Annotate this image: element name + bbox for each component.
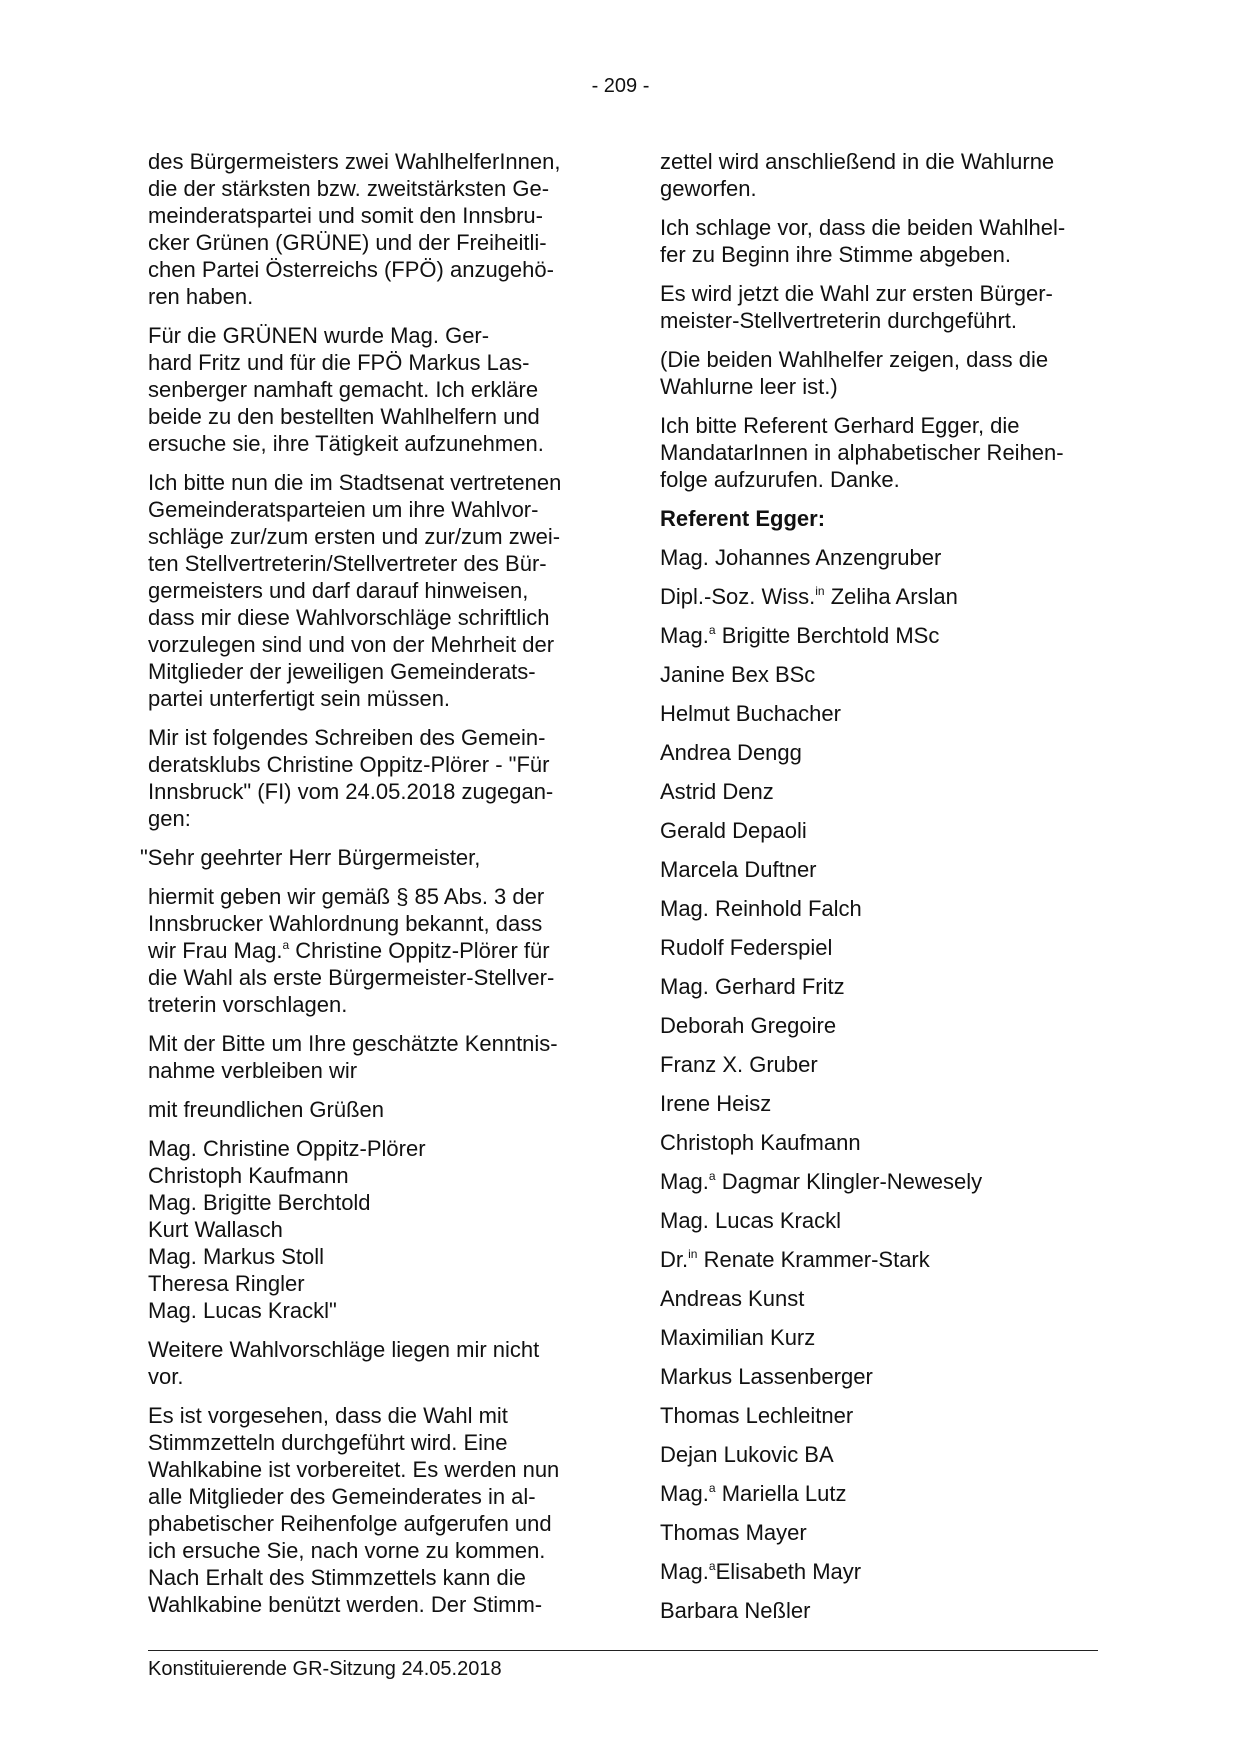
text-line: folge aufzurufen. Danke. [660, 467, 900, 492]
member-name: Maximilian Kurz [660, 1325, 816, 1350]
signatory: Mag. Christine Oppitz-Plörer [148, 1136, 426, 1161]
superscript: in [815, 584, 825, 598]
paragraph [148, 1336, 598, 1390]
text-span: Christine Oppitz-Plörer für [289, 938, 550, 963]
speaker-heading: Referent Egger: [660, 506, 826, 531]
letter-closing: mit freundlichen Grüßen [148, 1097, 384, 1122]
footer-divider [148, 1650, 1098, 1651]
text-line: fer zu Beginn ihre Stimme abgeben. [660, 242, 1011, 267]
text-span: Brigitte Berchtold MSc [715, 623, 940, 648]
member-name [660, 1558, 1105, 1585]
member-name [660, 583, 1105, 610]
text-span: Mag. [660, 1559, 709, 1584]
paragraph [660, 148, 1105, 202]
text-line: Mit der Bitte um Ihre geschätzte Kenntnis- [148, 1031, 558, 1056]
letter-salutation: "Sehr geehrter Herr Bürgermeister, [140, 845, 481, 870]
text-line: MandatarInnen in alphabetischer Reihen- [660, 440, 1064, 465]
member-name: Astrid Denz [660, 779, 774, 804]
text-line: Ich bitte nun die im Stadtsenat vertretenen [148, 470, 562, 495]
signatory: Kurt Wallasch [148, 1217, 283, 1242]
text-span: Mag. [660, 1169, 709, 1194]
member-name: Thomas Mayer [660, 1520, 807, 1545]
paragraph [148, 469, 598, 712]
text-line: gen: [148, 806, 191, 831]
superscript: a [708, 1169, 716, 1183]
text-line: des Bürgermeisters zwei WahlhelferInnen, [148, 149, 561, 174]
text-span: Elisabeth Mayr [715, 1559, 862, 1584]
superscript: a [282, 938, 290, 952]
text-line: meinderatspartei und somit den Innsbru- [148, 203, 543, 228]
text-line: treterin vorschlagen. [148, 992, 348, 1017]
text-line: Wahlkabine benützt werden. Der Stimm- [148, 1592, 543, 1617]
text-span: Mariella Lutz [715, 1481, 847, 1506]
text-line: nahme verbleiben wir [148, 1058, 358, 1083]
text-span: Mag. [660, 1481, 709, 1506]
text-line: (Die beiden Wahlhelfer zeigen, dass die [660, 347, 1049, 372]
member-name: Thomas Lechleitner [660, 1403, 854, 1428]
paragraph [148, 148, 598, 310]
text-line: Innsbrucker Wahlordnung bekannt, dass [148, 911, 543, 936]
signatory-list [148, 1135, 598, 1324]
member-name: Janine Bex BSc [660, 662, 816, 687]
text-line: hiermit geben wir gemäß § 85 Abs. 3 der [148, 884, 545, 909]
member-name: Deborah Gregoire [660, 1013, 837, 1038]
member-name: Markus Lassenberger [660, 1364, 873, 1389]
member-name [660, 622, 1105, 649]
text-line: ich ersuche Sie, nach vorne zu kommen. [148, 1538, 546, 1563]
text-line: Ich bitte Referent Gerhard Egger, die [660, 413, 1020, 438]
member-name: Andrea Dengg [660, 740, 802, 765]
text-span: Dipl.-Soz. Wiss. [660, 584, 816, 609]
paragraph [148, 883, 598, 1018]
signatory: Christoph Kaufmann [148, 1163, 349, 1188]
text-line: Mitglieder der jeweiligen Gemeinderats- [148, 659, 536, 684]
text-line: Ich schlage vor, dass die beiden Wahlhel- [660, 215, 1066, 240]
text-line: vor. [148, 1364, 184, 1389]
text-line: Wahlurne leer ist.) [660, 374, 838, 399]
text-span: Dr. [660, 1247, 689, 1272]
text-line: dass mir diese Wahlvorschläge schriftlich [148, 605, 550, 630]
text-span: Mag. [660, 623, 709, 648]
text-line: vorzulegen sind und von der Mehrheit der [148, 632, 555, 657]
member-name: Helmut Buchacher [660, 701, 841, 726]
left-column [140, 148, 598, 1630]
text-line: die der stärksten bzw. zweitstärksten Ge- [148, 176, 550, 201]
text-line: hard Fritz und für die FPÖ Markus Las- [148, 350, 530, 375]
text-line: Für die GRÜNEN wurde Mag. Ger- [148, 323, 490, 348]
roll-call-list [660, 544, 1105, 1624]
text-line: Es wird jetzt die Wahl zur ersten Bürger- [660, 281, 1053, 306]
text-line: Stimmzetteln durchgeführt wird. Eine [148, 1430, 508, 1455]
superscript: a [708, 1559, 716, 1573]
text-line: senberger namhaft gemacht. Ich erkläre [148, 377, 539, 402]
text-line: meister-Stellvertreterin durchgeführt. [660, 308, 1018, 333]
paragraph [660, 280, 1105, 334]
member-name: Irene Heisz [660, 1091, 772, 1116]
text-line: Gemeinderatsparteien um ihre Wahlvor- [148, 497, 539, 522]
paragraph [660, 412, 1105, 493]
footer-text: Konstituierende GR-Sitzung 24.05.2018 [148, 1658, 502, 1680]
text-line: ten Stellvertreterin/Stellvertreter des Bür- [148, 551, 547, 576]
paragraph [660, 214, 1105, 268]
text-line: Nach Erhalt des Stimmzettels kann die [148, 1565, 526, 1590]
member-name: Andreas Kunst [660, 1286, 805, 1311]
text-line: germeisters und darf darauf hinweisen, [148, 578, 529, 603]
member-name: Rudolf Federspiel [660, 935, 833, 960]
member-name [660, 1168, 1105, 1195]
member-name: Mag. Lucas Krackl [660, 1208, 841, 1233]
signatory: Mag. Lucas Krackl" [148, 1298, 337, 1323]
member-name: Barbara Neßler [660, 1598, 811, 1623]
text-line: cker Grünen (GRÜNE) und der Freiheitli- [148, 230, 547, 255]
text-line [148, 937, 598, 964]
member-name: Christoph Kaufmann [660, 1130, 861, 1155]
signatory: Mag. Brigitte Berchtold [148, 1190, 371, 1215]
paragraph [660, 346, 1105, 400]
text-line: partei unterfertigt sein müssen. [148, 686, 451, 711]
paragraph [148, 322, 598, 457]
text-line: ersuche sie, ihre Tätigkeit aufzunehmen. [148, 431, 544, 456]
text-line: zettel wird anschließend in die Wahlurne [660, 149, 1055, 174]
text-line: ren haben. [148, 284, 254, 309]
member-name: Mag. Gerhard Fritz [660, 974, 845, 999]
text-line: alle Mitglieder des Gemeinderates in al- [148, 1484, 536, 1509]
text-line: chen Partei Österreichs (FPÖ) anzugehö- [148, 257, 554, 282]
text-line: Weitere Wahlvorschläge liegen mir nicht [148, 1337, 540, 1362]
paragraph [148, 724, 598, 832]
page-number: - 209 - [591, 75, 650, 97]
superscript: a [708, 1481, 716, 1495]
paragraph [148, 1402, 598, 1618]
text-line: Mir ist folgendes Schreiben des Gemein- [148, 725, 546, 750]
superscript: a [708, 623, 716, 637]
member-name: Franz X. Gruber [660, 1052, 818, 1077]
paragraph [148, 1030, 598, 1084]
text-span: Zeliha Arslan [824, 584, 958, 609]
member-name: Gerald Depaoli [660, 818, 807, 843]
text-line: deratsklubs Christine Oppitz-Plörer - "Für [148, 752, 550, 777]
member-name: Dejan Lukovic BA [660, 1442, 834, 1467]
member-name [660, 1246, 1105, 1273]
text-line: die Wahl als erste Bürgermeister-Stellver- [148, 965, 555, 990]
text-span: wir Frau Mag. [148, 938, 283, 963]
member-name: Mag. Johannes Anzengruber [660, 545, 942, 570]
text-line: Innsbruck" (FI) vom 24.05.2018 zugegan- [148, 779, 554, 804]
member-name [660, 1480, 1105, 1507]
signatory: Theresa Ringler [148, 1271, 305, 1296]
text-line: schläge zur/zum ersten und zur/zum zwei- [148, 524, 561, 549]
text-line: geworfen. [660, 176, 757, 201]
text-line: Wahlkabine ist vorbereitet. Es werden nun [148, 1457, 560, 1482]
member-name: Mag. Reinhold Falch [660, 896, 862, 921]
text-line: phabetischer Reihenfolge aufgerufen und [148, 1511, 552, 1536]
text-span: Renate Krammer-Stark [697, 1247, 930, 1272]
text-line: beide zu den bestellten Wahlhelfern und [148, 404, 540, 429]
member-name: Marcela Duftner [660, 857, 817, 882]
right-column [660, 148, 1105, 1636]
text-span: Dagmar Klingler-Newesely [715, 1169, 983, 1194]
superscript: in [688, 1247, 698, 1261]
signatory: Mag. Markus Stoll [148, 1244, 325, 1269]
text-line: Es ist vorgesehen, dass die Wahl mit [148, 1403, 508, 1428]
